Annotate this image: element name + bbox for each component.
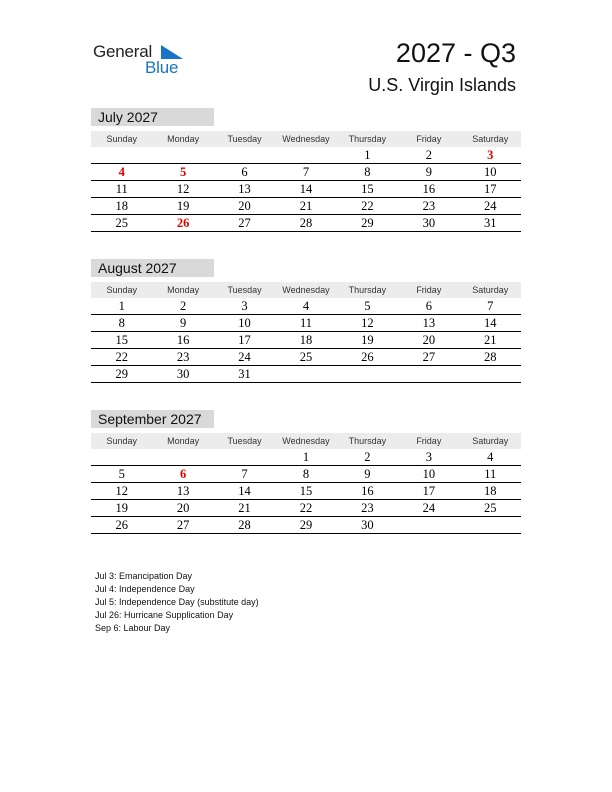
day-cell: 21 bbox=[299, 199, 313, 213]
day-cell: 15 bbox=[115, 333, 128, 347]
day-cell bbox=[337, 366, 398, 382]
day-cell: 5 bbox=[118, 467, 125, 481]
day-cell: 10 bbox=[483, 165, 497, 179]
weekday-label: Sunday bbox=[106, 134, 137, 144]
day-cell: 11 bbox=[299, 316, 312, 330]
day-cell bbox=[91, 147, 152, 163]
day-cell: 1 bbox=[302, 450, 310, 464]
day-cell: 14 bbox=[483, 316, 497, 330]
month-title: July 2027 bbox=[91, 108, 214, 126]
day-cell: 3 bbox=[241, 299, 248, 313]
day-cell: 16 bbox=[422, 182, 436, 196]
day-cell: 20 bbox=[422, 333, 436, 347]
day-cell: 23 bbox=[361, 501, 374, 515]
day-cell bbox=[275, 147, 336, 163]
weekday-label: Thursday bbox=[348, 436, 387, 446]
day-cell: 31 bbox=[238, 367, 251, 381]
day-cell: 25 bbox=[483, 501, 497, 515]
day-cell: 6 bbox=[241, 165, 248, 179]
day-cell bbox=[460, 517, 521, 533]
day-cell: 9 bbox=[364, 467, 371, 481]
weekday-label: Saturday bbox=[472, 285, 509, 295]
week-row bbox=[91, 332, 521, 349]
holiday-note: Jul 3: Emancipation Day bbox=[95, 571, 193, 581]
day-cell: 30 bbox=[422, 216, 436, 230]
day-cell bbox=[460, 366, 521, 382]
day-cell: 1 bbox=[364, 148, 371, 162]
month-september bbox=[91, 410, 521, 534]
holiday-notes bbox=[95, 570, 259, 635]
day-cell: 14 bbox=[238, 484, 251, 498]
day-cell: 24 bbox=[422, 501, 436, 515]
day-cell: 13 bbox=[176, 484, 190, 498]
day-cell bbox=[275, 366, 336, 382]
weekday-label: Tuesday bbox=[227, 134, 262, 144]
logo-general-text: General bbox=[93, 42, 153, 61]
weekday-label: Saturday bbox=[472, 436, 509, 446]
day-cell: 17 bbox=[422, 484, 436, 498]
holiday-note: Sep 6: Labour Day bbox=[95, 623, 171, 633]
day-cell: 15 bbox=[299, 484, 313, 498]
week-row bbox=[91, 449, 521, 466]
day-cell: 25 bbox=[115, 216, 128, 230]
weekday-label: Tuesday bbox=[227, 285, 262, 295]
day-cell: 29 bbox=[115, 367, 128, 381]
week-row bbox=[91, 181, 521, 198]
weekday-header-row bbox=[91, 282, 521, 298]
day-cell: 19 bbox=[176, 199, 190, 213]
weekday-label: Friday bbox=[416, 436, 442, 446]
day-cell: 30 bbox=[176, 367, 190, 381]
weekday-label: Friday bbox=[416, 134, 442, 144]
weekday-label: Sunday bbox=[106, 436, 137, 446]
month-title: September 2027 bbox=[91, 410, 214, 428]
day-cell: 30 bbox=[361, 518, 374, 532]
day-cell: 24 bbox=[483, 199, 497, 213]
day-cell: 12 bbox=[115, 484, 128, 498]
weekday-label: Monday bbox=[167, 285, 200, 295]
day-cell: 28 bbox=[483, 350, 497, 364]
logo bbox=[93, 42, 193, 78]
holiday-note: Jul 26: Hurricane Supplication Day bbox=[95, 610, 234, 620]
day-cell: 28 bbox=[299, 216, 313, 230]
weekday-header-row bbox=[91, 433, 521, 449]
week-row bbox=[91, 298, 521, 315]
week-row bbox=[91, 500, 521, 517]
weekday-label: Friday bbox=[416, 285, 442, 295]
day-cell: 11 bbox=[115, 182, 128, 196]
day-cell: 20 bbox=[176, 501, 190, 515]
day-cell: 16 bbox=[176, 333, 190, 347]
day-cell: 21 bbox=[483, 333, 497, 347]
day-cell: 3 bbox=[487, 148, 494, 162]
day-cell: 2 bbox=[425, 148, 432, 162]
day-cell: 6 bbox=[425, 299, 432, 313]
day-cell: 27 bbox=[176, 518, 190, 532]
week-row bbox=[91, 147, 521, 164]
day-cell bbox=[214, 449, 275, 465]
day-cell: 18 bbox=[115, 199, 128, 213]
week-rows bbox=[91, 147, 521, 232]
day-cell: 7 bbox=[487, 299, 494, 313]
page-title: 2027 - Q3 bbox=[395, 38, 516, 68]
day-cell: 15 bbox=[361, 182, 374, 196]
day-cell: 7 bbox=[241, 467, 248, 481]
day-cell: 26 bbox=[176, 216, 190, 230]
day-cell: 2 bbox=[364, 450, 371, 464]
day-cell bbox=[152, 147, 213, 163]
weekday-label: Saturday bbox=[472, 134, 509, 144]
logo-blue-text: Blue bbox=[145, 58, 179, 77]
day-cell: 28 bbox=[238, 518, 251, 532]
day-cell bbox=[214, 147, 275, 163]
day-cell: 18 bbox=[299, 333, 313, 347]
day-cell: 24 bbox=[238, 350, 251, 364]
day-cell: 27 bbox=[238, 216, 251, 230]
day-cell bbox=[398, 517, 459, 533]
day-cell: 22 bbox=[299, 501, 313, 515]
day-cell: 22 bbox=[361, 199, 374, 213]
week-row bbox=[91, 517, 521, 534]
month-august bbox=[91, 259, 521, 383]
weekday-label: Wednesday bbox=[282, 134, 330, 144]
day-cell: 16 bbox=[361, 484, 374, 498]
week-row bbox=[91, 215, 521, 232]
holiday-note: Jul 4: Independence Day bbox=[95, 584, 195, 594]
day-cell: 4 bbox=[487, 450, 494, 464]
day-cell: 7 bbox=[302, 165, 310, 179]
day-cell: 12 bbox=[361, 316, 374, 330]
week-row bbox=[91, 315, 521, 332]
weekday-label: Monday bbox=[167, 436, 200, 446]
weekday-label: Tuesday bbox=[227, 436, 262, 446]
day-cell: 21 bbox=[238, 501, 251, 515]
day-cell: 26 bbox=[361, 350, 374, 364]
weekday-label: Wednesday bbox=[282, 285, 330, 295]
month-title: August 2027 bbox=[91, 259, 214, 277]
day-cell: 17 bbox=[238, 333, 251, 347]
week-rows bbox=[91, 449, 521, 534]
day-cell: 23 bbox=[176, 350, 190, 364]
holiday-note: Jul 5: Independence Day (substitute day) bbox=[95, 597, 259, 607]
weekday-label: Wednesday bbox=[282, 436, 330, 446]
day-cell: 9 bbox=[425, 165, 432, 179]
week-rows bbox=[91, 298, 521, 383]
day-cell: 12 bbox=[176, 182, 190, 196]
day-cell: 11 bbox=[484, 467, 497, 481]
day-cell: 9 bbox=[180, 316, 187, 330]
week-row bbox=[91, 349, 521, 366]
day-cell: 14 bbox=[299, 182, 313, 196]
day-cell bbox=[398, 366, 459, 382]
weekday-label: Thursday bbox=[348, 285, 387, 295]
day-cell: 31 bbox=[483, 216, 497, 230]
week-row bbox=[91, 483, 521, 500]
day-cell: 13 bbox=[422, 316, 436, 330]
day-cell: 4 bbox=[118, 165, 125, 179]
weekday-header-row bbox=[91, 131, 521, 147]
day-cell: 8 bbox=[364, 165, 371, 179]
day-cell: 19 bbox=[115, 501, 128, 515]
month-july bbox=[91, 108, 521, 232]
day-cell: 6 bbox=[180, 467, 187, 481]
day-cell: 29 bbox=[299, 518, 313, 532]
day-cell: 8 bbox=[118, 316, 125, 330]
day-cell: 19 bbox=[361, 333, 374, 347]
day-cell: 8 bbox=[302, 467, 310, 481]
week-row bbox=[91, 164, 521, 181]
day-cell: 26 bbox=[115, 518, 128, 532]
week-row bbox=[91, 366, 521, 383]
day-cell: 3 bbox=[425, 450, 432, 464]
weekday-label: Monday bbox=[167, 134, 200, 144]
day-cell: 25 bbox=[299, 350, 313, 364]
logo-triangle-icon bbox=[161, 45, 183, 59]
day-cell: 29 bbox=[361, 216, 374, 230]
day-cell: 13 bbox=[238, 182, 251, 196]
day-cell: 17 bbox=[483, 182, 497, 196]
day-cell: 18 bbox=[483, 484, 497, 498]
day-cell: 5 bbox=[364, 299, 371, 313]
day-cell: 5 bbox=[180, 165, 187, 179]
day-cell: 2 bbox=[180, 299, 187, 313]
week-row bbox=[91, 466, 521, 483]
day-cell bbox=[91, 449, 152, 465]
day-cell: 4 bbox=[302, 299, 310, 313]
weekday-label: Sunday bbox=[106, 285, 137, 295]
day-cell bbox=[152, 449, 213, 465]
day-cell: 27 bbox=[422, 350, 436, 364]
page-subtitle: U.S. Virgin Islands bbox=[368, 75, 516, 95]
day-cell: 10 bbox=[422, 467, 436, 481]
day-cell: 22 bbox=[115, 350, 128, 364]
day-cell: 23 bbox=[422, 199, 436, 213]
day-cell: 20 bbox=[238, 199, 251, 213]
week-row bbox=[91, 198, 521, 215]
day-cell: 1 bbox=[118, 299, 125, 313]
weekday-label: Thursday bbox=[348, 134, 387, 144]
day-cell: 10 bbox=[238, 316, 251, 330]
